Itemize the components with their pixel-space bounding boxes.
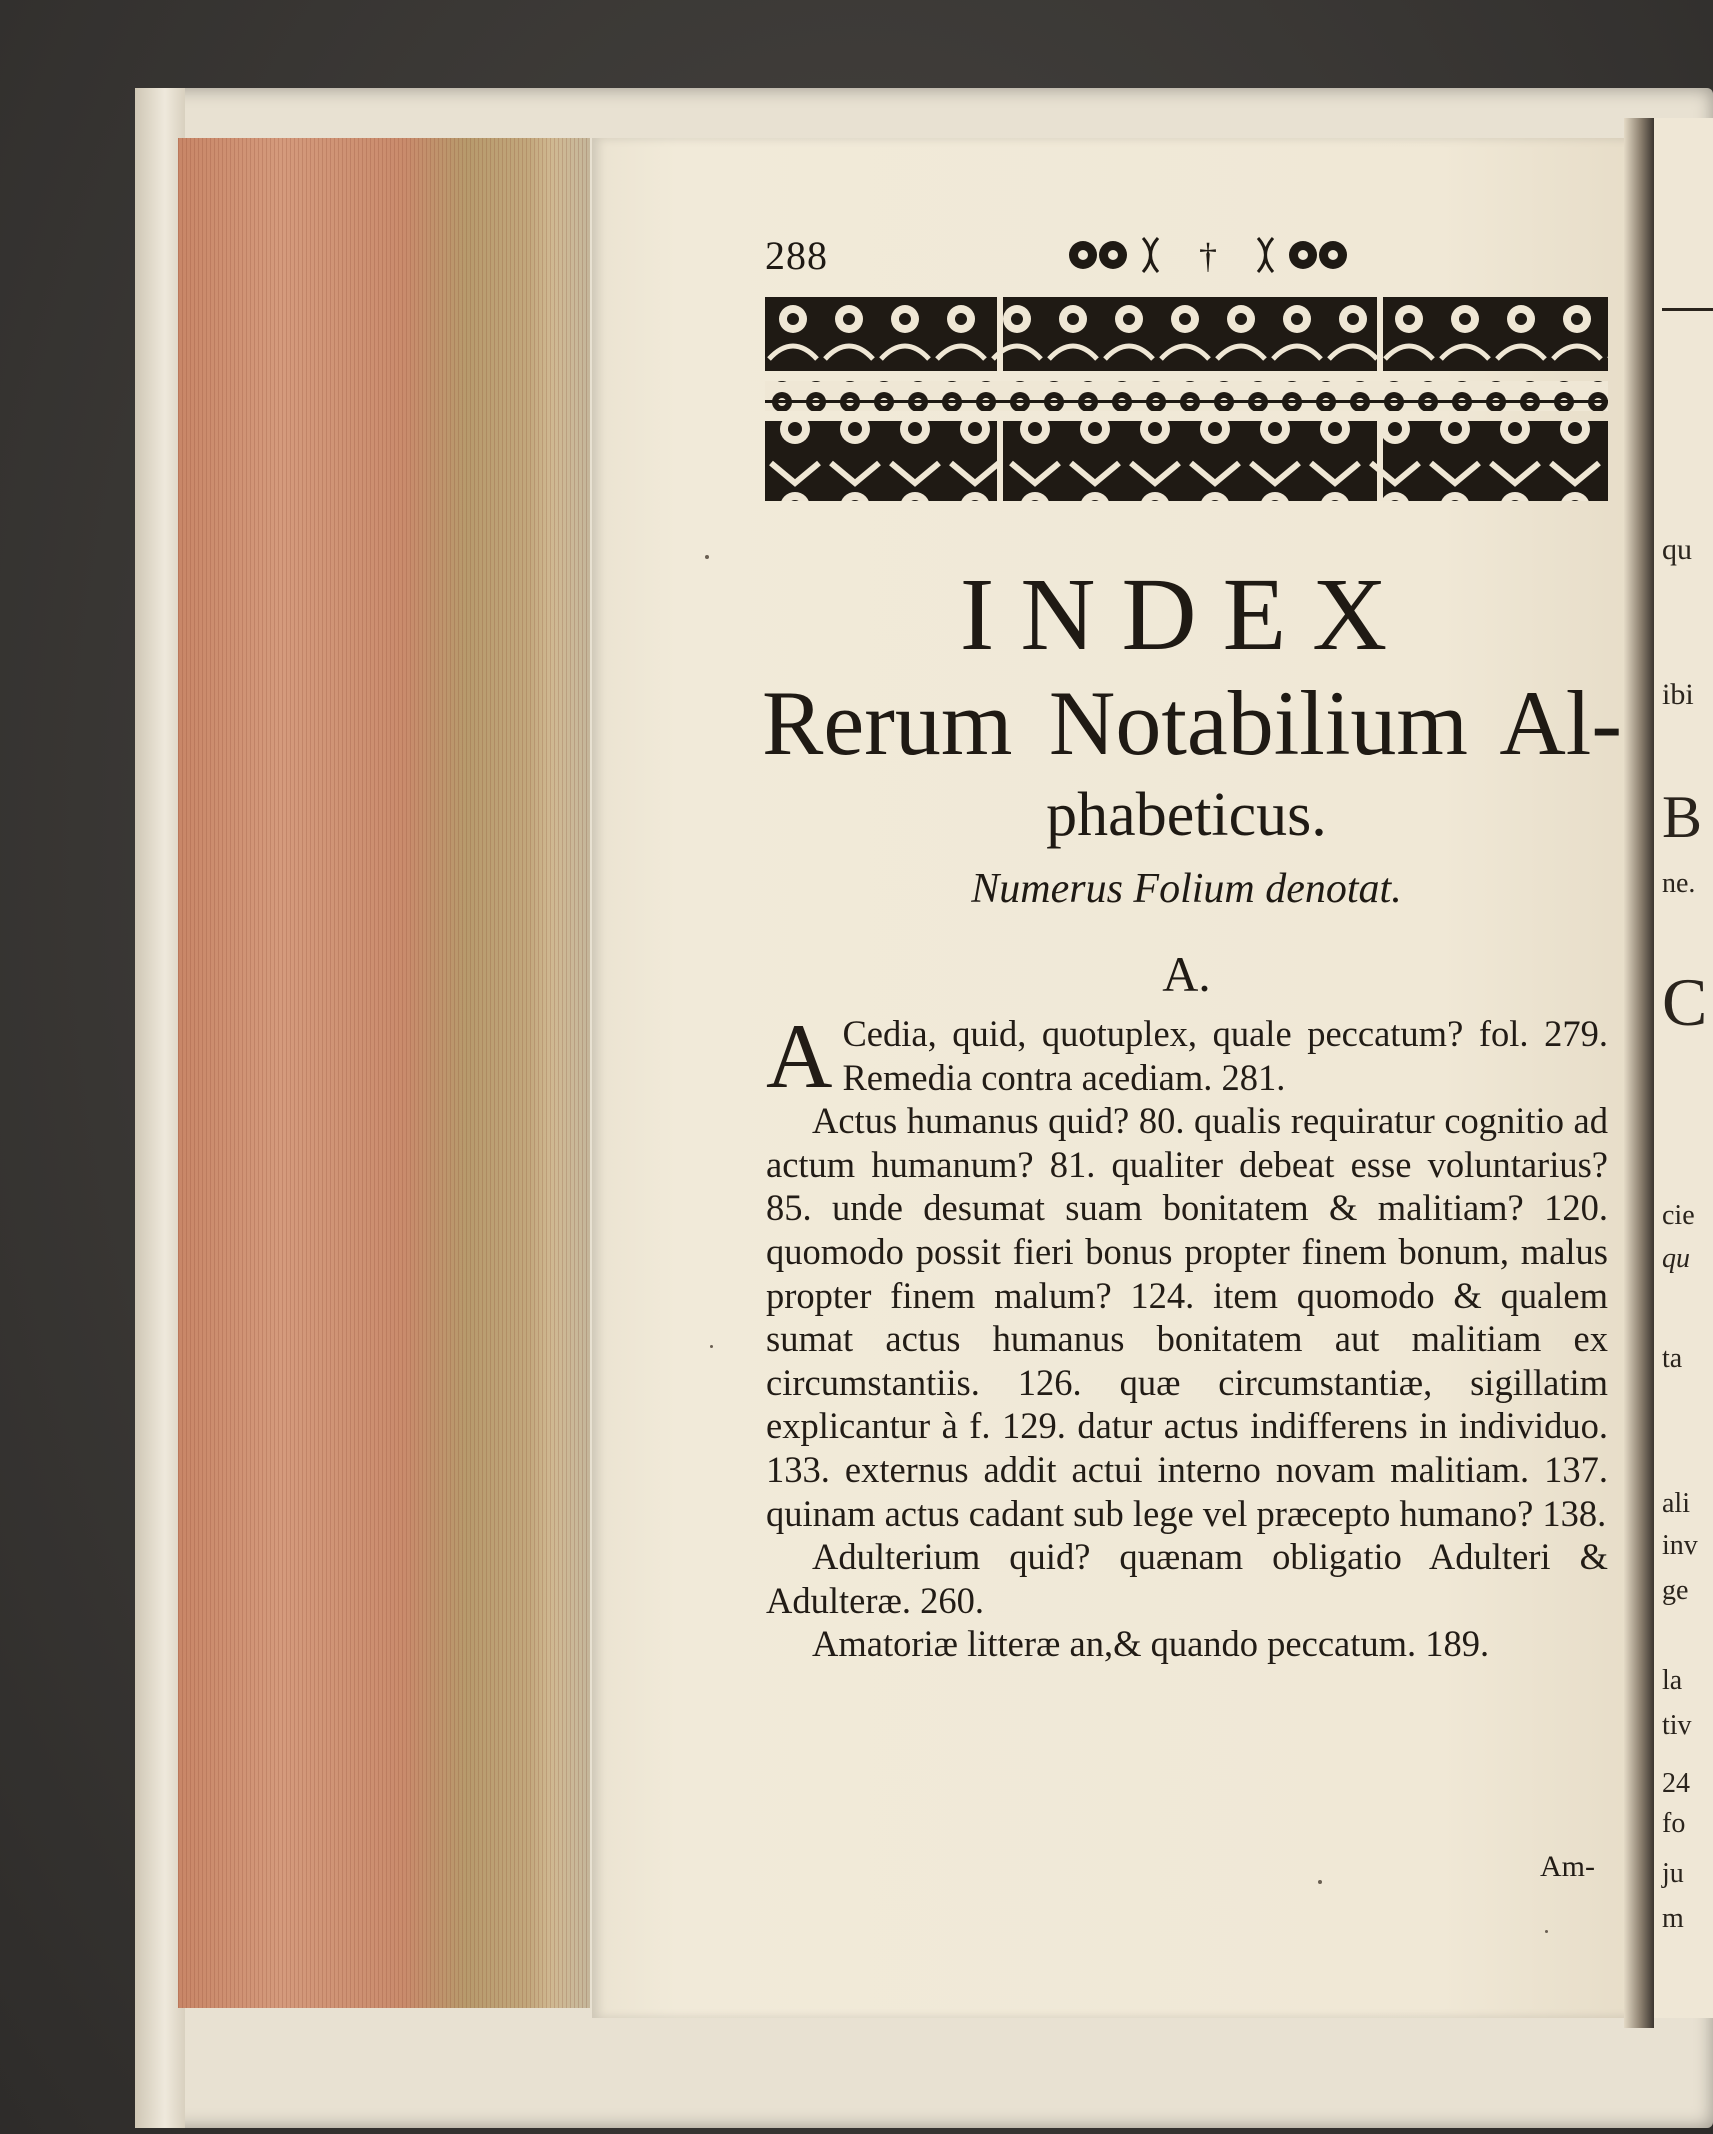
- facing-fragment: C: [1662, 964, 1708, 1040]
- edge-shadow: [550, 138, 590, 2008]
- facing-fragment: qu: [1662, 533, 1692, 566]
- facing-fragment: ne.: [1662, 868, 1696, 899]
- facing-page: [1654, 118, 1713, 2018]
- facing-fragment: ali: [1662, 1488, 1690, 1519]
- facing-fragment: inv: [1662, 1530, 1698, 1561]
- index-note: Numerus Folium denotat.: [971, 866, 1402, 912]
- drop-cap: A: [766, 1005, 833, 1107]
- svg-text:†: †: [1199, 236, 1217, 276]
- entry-text: Cedia, quid, quotuplex, quale peccatum? fol. 279. Remedia contra acediam. 281.: [842, 1013, 1608, 1098]
- facing-fragment: ibi: [1662, 678, 1694, 711]
- facing-fragment: la: [1662, 1665, 1683, 1696]
- index-subtitle-line-2: phabeticus.: [1046, 781, 1327, 849]
- page-edges: [178, 138, 590, 2008]
- facing-fragment: ju: [1662, 1858, 1684, 1889]
- facing-fragment: ta: [1662, 1343, 1683, 1374]
- header-ornament: [1058, 230, 1358, 280]
- facing-fragment: m: [1662, 1903, 1684, 1934]
- page-number: 288: [765, 233, 828, 278]
- ornamental-band: [765, 297, 1608, 507]
- index-entry: [766, 1099, 1608, 1535]
- facing-fragment: tiv: [1662, 1710, 1692, 1741]
- index-subtitle-line-1: Rerum Notabilium Al-: [762, 672, 1622, 774]
- index-entry: [766, 1005, 1608, 1107]
- index-entry: [766, 1622, 1608, 1666]
- facing-fragment: fo: [1662, 1808, 1686, 1839]
- paper-speck: [710, 1345, 713, 1348]
- paper-speck: [1545, 1930, 1548, 1933]
- entry-text: Adulterium quid? quænam obligatio Adulteri & Adulteræ. 260.: [766, 1536, 1608, 1621]
- index-title: INDEX: [959, 557, 1414, 672]
- facing-fragment: cie: [1662, 1200, 1695, 1231]
- section-heading: A.: [1162, 946, 1211, 1002]
- index-body: [766, 1005, 1608, 1666]
- facing-page-rule: [1662, 308, 1713, 311]
- entry-text: Amatoriæ litteræ an,& quando peccatum. 189.: [812, 1623, 1490, 1665]
- facing-fragment: B: [1662, 784, 1703, 850]
- facing-fragment: 24: [1662, 1768, 1690, 1799]
- paper-speck: [705, 555, 709, 559]
- index-entry: [766, 1535, 1608, 1622]
- facing-fragment: ge: [1662, 1575, 1689, 1606]
- catchword: Am-: [1540, 1850, 1595, 1883]
- book-gutter: [1624, 118, 1654, 2028]
- facing-fragment: qu: [1662, 1243, 1690, 1274]
- paper-speck: [1318, 1880, 1322, 1884]
- entry-text: Actus humanus quid? 80. qualis requiratur cognitio ad actum humanum? 81. qualiter debeat esse voluntarius? 85. unde desumat suam bonitatem & malitiam? 120. quomodo possit fieri bonus propter finem bonum, malus propter finem malum? 124. item quomodo & qualem sumat actus humanus bonitatem aut malitiam ex circumstantiis. 126. quæ circumstantiæ, sigillatim explicantur à f. 129. datur actus indifferens in individuo. 133. externus addit actui interno novam malitiam. 137. quinam actus cadant sub lege vel præcepto humano? 138.: [766, 1100, 1608, 1534]
